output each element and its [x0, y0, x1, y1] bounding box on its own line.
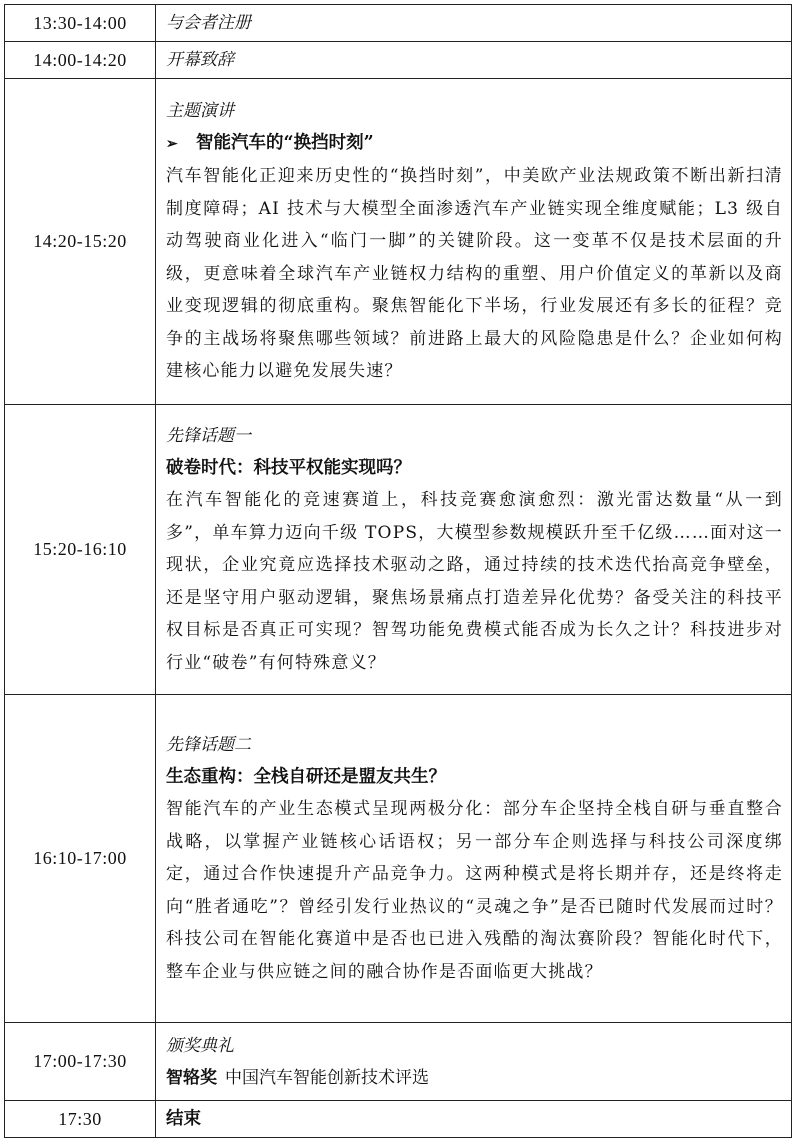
content-cell	[156, 5, 792, 42]
session-description: 智能汽车的产业生态模式呈现两极分化：部分车企坚持全栈自研与垂直整合战略，以掌握产业链核心话语权；另一部分车企则选择与科技公司深度绑定，通过合作快速提升产品竞争力。这两种模式是将长期并存，还是终将走向“胜者通吃”？曾经引发行业热议的“灵魂之争”是否已随时代发展而过时？科技公司在智能化赛道中是否也已进入残酷的淘汰赛阶段？智能化时代下，整车企业与供应链之间的融合协作是否面临更大挑战？	[166, 799, 783, 982]
time-cell: 15:20-16:10	[5, 405, 156, 695]
time-cell: 13:30-14:00	[5, 5, 156, 42]
agenda-row	[5, 1023, 792, 1101]
time-cell: 14:20-15:20	[5, 79, 156, 405]
session-title-text: 智能汽车的“换挡时刻”	[196, 133, 374, 154]
agenda-row	[5, 1101, 792, 1138]
content-cell	[156, 405, 792, 695]
content-cell	[156, 42, 792, 79]
session-label: 先锋话题一	[166, 426, 251, 446]
session-description: 汽车智能化正迎来历史性的“换挡时刻”，中美欧产业法规政策不断出新扫清制度障碍；AI 技术与大模型全面渗透汽车产业链实现全维度赋能；L3 级自动驾驶商业化进入“临门一脚”的关键阶段。这一变革不仅是技术层面的升级，更意味着全球汽车产业链权力结构的重塑、用户价值定义的革新以及商业变现逻辑的彻底重构。聚焦智能化下半场，行业发展还有多长的征程？竞争的主战场将聚焦哪些领域？前进路上最大的风险隐患是什么？企业如何构建核心能力以避免发展失速？	[166, 166, 783, 382]
session-label: 颁奖典礼	[166, 1035, 234, 1056]
time-cell: 17:30	[5, 1101, 156, 1138]
session-title: 结束	[166, 1109, 201, 1129]
session-label: 主题演讲	[166, 101, 234, 122]
content-cell	[156, 1101, 792, 1138]
agenda-row	[5, 405, 792, 695]
session-label: 先锋话题二	[166, 735, 251, 755]
session-label: 与会者注册	[166, 13, 251, 33]
agenda-row	[5, 79, 792, 405]
award-name: 智辂奖	[166, 1067, 217, 1088]
agenda-row	[5, 42, 792, 79]
agenda-row	[5, 5, 792, 42]
award-description: 中国汽车智能创新技术评选	[225, 1067, 429, 1088]
session-label: 开幕致辞	[166, 50, 234, 70]
content-cell	[156, 695, 792, 1023]
session-title: 生态重构：全栈自研还是盟友共生？	[166, 767, 446, 787]
time-cell: 14:00-14:20	[5, 42, 156, 79]
session-title	[166, 127, 783, 160]
session-description: 在汽车智能化的竞速赛道上，科技竞赛愈演愈烈：激光雷达数量“从一到多”，单车算力迈向千级 TOPS，大模型参数规模跃升至千亿级……面对这一现状，企业究竟应选择技术驱动之路，通过持续的技术迭代抬高竞争壁垒，还是坚守用户驱动逻辑，聚焦场景痛点打造差异化优势？备受关注的科技平权目标是否真正可实现？智驾功能免费模式能否成为长久之计？科技进步对行业“破卷”有何特殊意义？	[166, 490, 783, 673]
agenda-table	[4, 4, 792, 1138]
arrow-bullet-icon: ➢	[166, 136, 178, 153]
agenda-row	[5, 695, 792, 1023]
content-cell	[156, 79, 792, 405]
content-cell	[156, 1023, 792, 1101]
time-cell: 17:00-17:30	[5, 1023, 156, 1101]
time-cell: 16:10-17:00	[5, 695, 156, 1023]
award-line	[166, 1062, 783, 1094]
session-title: 破卷时代：科技平权能实现吗？	[166, 458, 411, 478]
